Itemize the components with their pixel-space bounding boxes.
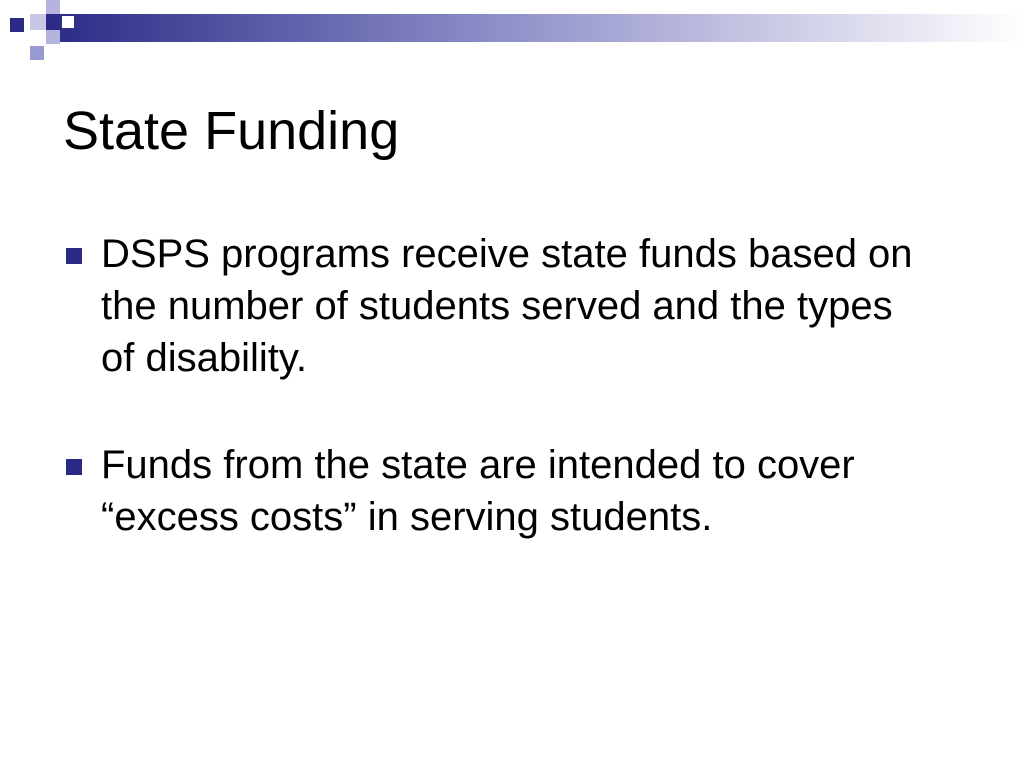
square-bullet-icon — [66, 248, 82, 264]
bullet-list — [63, 228, 923, 543]
decorative-square — [46, 0, 60, 14]
bullet-item — [63, 439, 923, 543]
slide-title: State Funding — [63, 101, 400, 161]
square-bullet-icon — [66, 459, 82, 475]
bullet-text: Funds from the state are intended to cover “excess costs” in serving students. — [101, 443, 855, 539]
bullet-text: DSPS programs receive state funds based on the number of students served and the types of disability. — [101, 232, 913, 380]
decorative-square — [46, 30, 60, 44]
decorative-square — [30, 14, 46, 30]
header-gradient-band — [0, 14, 1024, 42]
decorative-square — [10, 18, 24, 32]
decorative-square — [62, 16, 74, 28]
decorative-square — [30, 46, 44, 60]
bullet-item — [63, 228, 923, 384]
